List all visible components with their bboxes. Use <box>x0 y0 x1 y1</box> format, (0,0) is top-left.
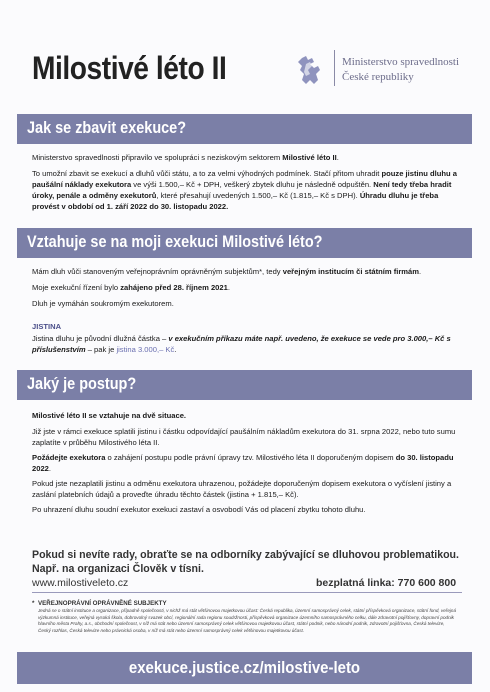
text-run: o zahájení postupu podle právní úpravy tzv. Milostivého léta II doporučeným dopisem <box>105 453 396 462</box>
text-run-bold: zahájeno před 28. říjnem 2021 <box>120 283 228 292</box>
text-run-bold: Milostivé léto II se vztahuje na dvě situace. <box>32 411 187 420</box>
section-1-conditions <box>32 168 462 212</box>
section-3-intro <box>32 410 462 421</box>
section-3-heading: Jaký je postup? <box>27 374 137 393</box>
section-3-result: Po uhrazení dluhu soudní exekutor exekuci zastaví a osvobodí Vás od placení zbytku tohoto dluhu. <box>32 505 366 514</box>
jistina-explanation <box>32 333 462 355</box>
footnote-divider <box>32 592 462 593</box>
section-2-condition-2 <box>32 282 462 293</box>
text-run: . <box>48 464 52 473</box>
footer-band <box>17 652 472 684</box>
section-2-heading: Vztahuje se na moji exekuci Milostivé léto? <box>27 232 323 251</box>
text-run-bold: Požádejte exekutora <box>32 453 106 462</box>
jistina-label: JISTINA <box>32 322 62 331</box>
text-run-highlight: jistina 3.000,– Kč <box>116 345 175 354</box>
text-run-bold: veřejným institucím či státním firmám <box>282 267 420 276</box>
text-run: Ministerstvo spravedlnosti připravilo ve spolupráci s neziskovým sektorem <box>32 153 283 162</box>
text-run: To umožní zbavit se exekucí a dluhů vůči státu, a to za velmi výhodných podmínek. Stačí přitom uhradit <box>32 169 382 178</box>
text-run: Mám dluh vůči stanoveným veřejnoprávním oprávněným subjektům*, tedy <box>32 267 283 276</box>
header-divider <box>334 50 335 86</box>
text-run: . <box>227 283 230 292</box>
section-3-situation-2: Pokud jste nezaplatili jistinu a odměnu exekutora uhrazenou, požádejte doporučeným dopisem exekutora o vyčíslení jistiny a zaslání platebních údajů a proveďte úhradu těchto částek (jistina + 1.815,– Kč). <box>32 479 452 499</box>
free-hotline: bezplatná linka: 770 600 800 <box>316 577 457 589</box>
text-run-bold: pouze jistinu dluhu a paušální náklady exekutora <box>32 169 458 189</box>
text-run: , které přesahují uvedených 1.500,– Kč (1.815,– Kč s DPH). <box>156 191 360 200</box>
section-3-request <box>32 452 462 474</box>
text-run-bold: Milostivé léto II <box>282 153 337 162</box>
text-run: . <box>174 345 177 354</box>
ministry-name <box>342 55 459 85</box>
ministry-line-2: České republiky <box>342 71 414 83</box>
footer-url[interactable]: exekuce.justice.cz/milostive-leto <box>128 658 361 677</box>
ministry-line-1: Ministerstvo spravedlnosti <box>342 56 460 68</box>
section-2-heading-band <box>17 228 472 258</box>
section-2-condition-3: Dluh je vymáhán soukromým exekutorem. <box>32 299 174 308</box>
footnote-title: VEŘEJNOPRÁVNÍ OPRÁVNĚNÉ SUBJEKTY <box>38 600 167 607</box>
text-run: Jistina dluhu je původní dlužná částka – <box>32 334 169 343</box>
section-3-heading-band <box>17 370 472 400</box>
advice-line-2: Např. na organizaci Člověk v tísni. <box>32 563 204 575</box>
website-link[interactable]: www.milostiveleto.cz <box>32 577 129 589</box>
text-run: – pak je <box>85 345 117 354</box>
text-run-bold: do 30. listopadu 2022 <box>32 453 454 473</box>
page-title: Milostivé léto II <box>32 50 227 86</box>
text-run: . <box>419 267 422 276</box>
text-run-bold: Není tedy třeba hradit úroky, penále a odměny exekutorů <box>32 180 452 200</box>
footnote-marker: * <box>32 600 35 607</box>
text-run-bold: Úhradu dluhu je třeba provést v období od 1. září 2022 do 30. listopadu 2022. <box>32 191 439 211</box>
text-run: . <box>336 153 339 162</box>
section-3-situation-1: Již jste v rámci exekuce splatili jistinu i částku odpovídající paušálním nákladům exekutora do 31. srpna 2022, nebo tuto sumu zaplatíte v průběhu Milostivého léta II. <box>32 427 456 447</box>
section-1-intro <box>32 152 462 163</box>
footnote-text: Jedná se o státní instituce a organizace, případně společnosti, v nichž má stát většinovou majetkovou účast: Česká republika, územní samosprávný celek, státní příspěvková organizace, státní fond, veřejná výzkumná instituce, veřejná vysoká škola, dobrovolný svazek obcí, regionální rada regionu soudržnosti, příspěvková organizace územního samosprávného celku, dále zdravotní pojišťovny, dopravní podnik hlavního města Prahy, a.s., obchodní společnost, v níž má stát nebo územní samosprávný celek většinovou majetkovou účast, státní podnik, nebo národní podnik, zdravotní pojišťovna, Česká televize, Český rozhlas, Česká televize nebo právnická osoba, v níž má stát nebo územní samosprávný celek většinovou majetkovou účast. <box>38 608 456 633</box>
czech-lion-emblem-icon <box>294 54 324 86</box>
section-2-condition-1 <box>32 266 462 277</box>
section-1-heading-band <box>17 114 472 144</box>
text-run: Moje exekuční řízení bylo <box>32 283 121 292</box>
text-run-bold-italic: v exekučním příkazu máte např. uvedeno, že exekuce se vede pro 3.000,– Kč s příslušenstvím <box>32 334 451 354</box>
advice-line-1: Pokud si nevíte rady, obraťte se na odborníky zabývající se dluhovou problematikou. <box>32 549 459 561</box>
section-1-heading: Jak se zbavit exekuce? <box>27 118 187 137</box>
text-run: ve výši 1.500,– Kč + DPH, veškerý zbytek dluhu je následně odpuštěn. <box>131 180 374 189</box>
advice-text <box>32 548 472 576</box>
